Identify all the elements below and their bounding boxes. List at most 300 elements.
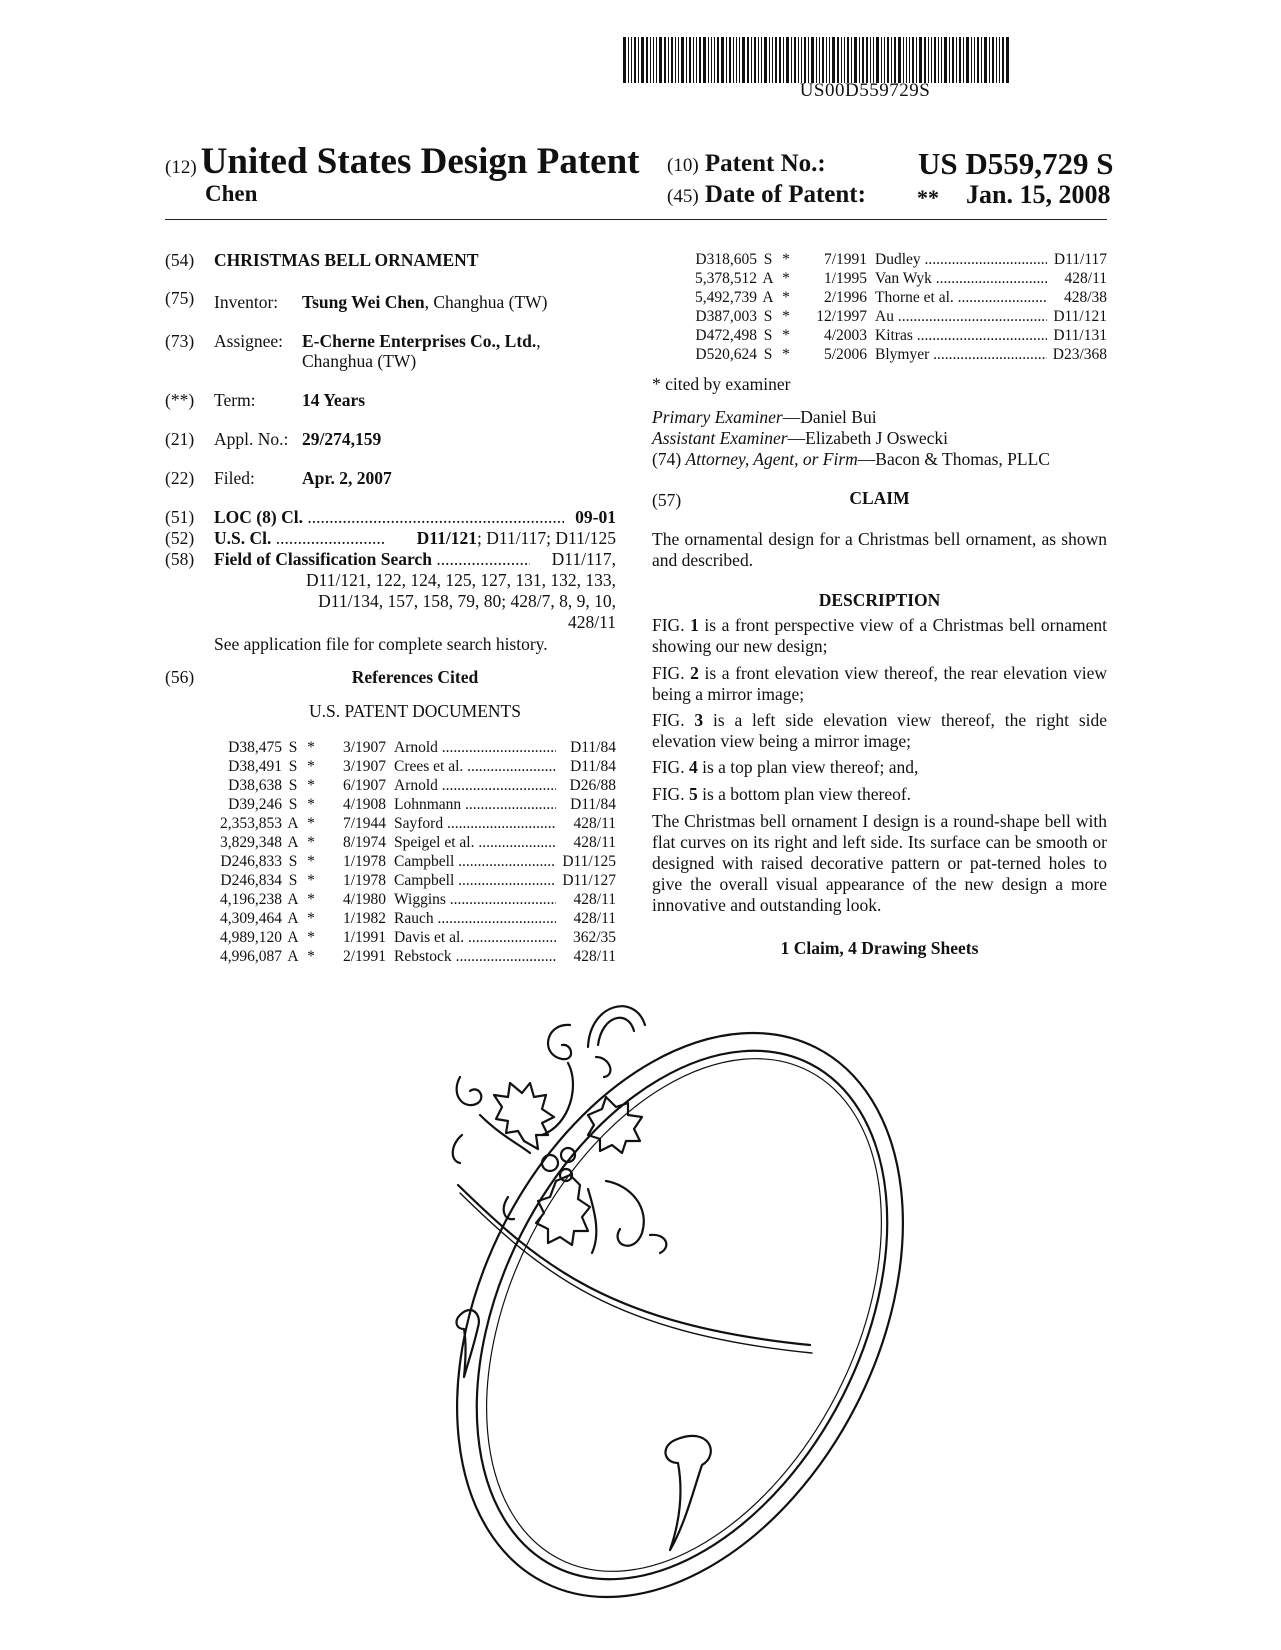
ref-star: * bbox=[307, 910, 315, 927]
bell-bottom-opening bbox=[665, 1436, 710, 1550]
field-search-label bbox=[214, 549, 536, 570]
barcode-bar bbox=[984, 37, 987, 83]
reference-row bbox=[190, 871, 616, 890]
barcode-bar bbox=[844, 37, 845, 83]
barcode-bar bbox=[938, 37, 939, 83]
ref-date: 2/1996 bbox=[823, 289, 867, 306]
field-search-line3: D11/134, 157, 158, 79, 80; 428/7, 8, 9, 10, bbox=[318, 591, 616, 611]
ref-number: D38,491 bbox=[228, 758, 282, 775]
us-class-primary: D11/121 bbox=[416, 528, 477, 548]
ref-kind: S bbox=[288, 872, 298, 889]
barcode-bar bbox=[1006, 37, 1009, 83]
barcode-bar bbox=[977, 37, 979, 83]
barcode-bar bbox=[726, 37, 727, 83]
barcode-bar bbox=[721, 37, 724, 83]
ref-number: D246,833 bbox=[220, 853, 282, 870]
ref-star: * bbox=[307, 834, 315, 851]
attorney-name: —Bacon & Thomas, PLLC bbox=[857, 449, 1050, 469]
barcode-bar bbox=[786, 37, 789, 83]
ref-kind: A bbox=[762, 289, 774, 306]
barcode bbox=[623, 37, 1107, 83]
see-application: See application file for complete search history. bbox=[214, 634, 548, 654]
ref-inventor: Wiggins ..... bbox=[394, 890, 556, 909]
ref-date: 3/1907 bbox=[342, 739, 386, 756]
ref-inventor: Arnold ..... bbox=[394, 738, 556, 757]
barcode-bar bbox=[699, 37, 701, 83]
barcode-bar bbox=[675, 37, 676, 83]
barcode-bar bbox=[736, 37, 737, 83]
ref-star: * bbox=[307, 853, 315, 870]
barcode-bar bbox=[772, 37, 773, 83]
ref-kind: A bbox=[287, 929, 299, 946]
header-divider bbox=[165, 219, 1107, 220]
code-73: (73) bbox=[165, 331, 195, 351]
holly-berry bbox=[542, 1155, 558, 1171]
ref-kind: S bbox=[288, 777, 298, 794]
barcode-bar bbox=[912, 37, 914, 83]
barcode-bar bbox=[934, 37, 936, 83]
barcode-bar bbox=[714, 37, 715, 83]
ref-class: 428/11 bbox=[1064, 270, 1107, 287]
barcode-bar bbox=[708, 37, 709, 83]
assignee bbox=[302, 331, 541, 352]
references-list-left bbox=[190, 738, 616, 966]
cited-by-examiner: * cited by examiner bbox=[652, 374, 791, 394]
barcode-bar bbox=[742, 37, 745, 83]
barcode-bar bbox=[659, 37, 662, 83]
assistant-examiner-name: —Elizabeth J Oswecki bbox=[787, 428, 948, 448]
date-label-row bbox=[667, 181, 866, 209]
ref-inventor: Van Wyk ..... bbox=[875, 269, 1047, 288]
date-of-patent-label: Date of Patent: bbox=[704, 181, 866, 208]
ref-kind: S bbox=[763, 251, 773, 268]
barcode-bar bbox=[751, 37, 752, 83]
fig-desc-2: FIG. 2 is a front elevation view thereof, the rear elevation view being a mirror image; bbox=[652, 663, 1107, 704]
barcode-bar bbox=[966, 37, 969, 83]
assignee-label: Assignee: bbox=[214, 331, 284, 351]
references-list-right bbox=[673, 250, 1107, 364]
barcode-bar bbox=[826, 37, 827, 83]
ref-class: D11/127 bbox=[562, 872, 616, 889]
barcode-bar bbox=[801, 37, 802, 83]
ref-kind: A bbox=[287, 910, 299, 927]
claim-text: The ornamental design for a Christmas bell ornament, as shown and described. bbox=[652, 529, 1107, 570]
primary-examiner-name: —Daniel Bui bbox=[782, 407, 877, 427]
barcode-bar bbox=[668, 37, 669, 83]
assignee-comma: , bbox=[536, 331, 541, 351]
barcode-bar bbox=[819, 37, 820, 83]
ref-kind: A bbox=[287, 948, 299, 965]
barcode-bar bbox=[851, 37, 852, 83]
primary-examiner-label: Primary Examiner bbox=[652, 407, 783, 427]
reference-row bbox=[190, 852, 616, 871]
ref-date: 3/1907 bbox=[342, 758, 386, 775]
barcode-bar bbox=[847, 37, 849, 83]
barcode-bar bbox=[634, 37, 636, 83]
code-21: (21) bbox=[165, 429, 195, 449]
us-class-label bbox=[214, 528, 384, 549]
fig-desc-5: FIG. 5 is a bottom plan view thereof. bbox=[652, 784, 912, 804]
ref-number: D387,003 bbox=[695, 308, 757, 325]
barcode-bar bbox=[808, 37, 809, 83]
reference-row bbox=[190, 757, 616, 776]
barcode-bar bbox=[681, 37, 684, 83]
ref-class: D11/84 bbox=[570, 739, 616, 756]
inventor-surname: Chen bbox=[205, 181, 258, 206]
primary-examiner bbox=[652, 407, 877, 428]
code-74: (74) bbox=[652, 449, 682, 469]
ref-number: 5,492,739 bbox=[695, 289, 757, 306]
ref-kind: A bbox=[287, 891, 299, 908]
barcode-bar bbox=[919, 37, 922, 83]
barcode-bar bbox=[804, 37, 806, 83]
fig-desc-3: FIG. 3 is a left side elevation view thereof, the right side elevation view being a mirror image; bbox=[652, 710, 1108, 751]
ref-class: D11/84 bbox=[570, 796, 616, 813]
ref-number: 4,196,238 bbox=[220, 891, 282, 908]
barcode-bar bbox=[903, 37, 904, 83]
ref-number: 4,989,120 bbox=[220, 929, 282, 946]
ref-class: 428/11 bbox=[573, 910, 616, 927]
ref-number: 4,996,087 bbox=[220, 948, 282, 965]
code-56: (56) bbox=[165, 667, 195, 687]
code-10: (10) bbox=[667, 155, 699, 176]
ref-class: D11/125 bbox=[562, 853, 616, 870]
ref-date: 12/1997 bbox=[816, 308, 867, 325]
patent-number: US D559,729 S bbox=[918, 146, 1114, 181]
ref-star: * bbox=[307, 891, 315, 908]
appl-no-label: Appl. No.: bbox=[214, 429, 289, 449]
barcode-bar bbox=[696, 37, 697, 83]
ref-date: 4/2003 bbox=[823, 327, 867, 344]
barcode-bar bbox=[628, 37, 629, 83]
ref-star: * bbox=[782, 346, 790, 363]
barcode-bar bbox=[711, 37, 712, 83]
ref-date: 7/1991 bbox=[823, 251, 867, 268]
field-search-line1: D11/117, bbox=[530, 549, 616, 570]
attorney bbox=[652, 449, 1050, 470]
ref-star: * bbox=[307, 796, 315, 813]
appl-no: 29/274,159 bbox=[302, 429, 382, 449]
ref-inventor: Arnold ..... bbox=[394, 776, 556, 795]
ref-date: 1/1982 bbox=[342, 910, 386, 927]
barcode-bar bbox=[829, 37, 830, 83]
references-heading: References Cited bbox=[351, 667, 479, 687]
term-label: Term: bbox=[214, 390, 256, 410]
ref-class: D11/131 bbox=[1053, 327, 1107, 344]
barcode-bar bbox=[758, 37, 759, 83]
fig-desc-4: FIG. 4 is a top plan view thereof; and, bbox=[652, 757, 919, 777]
barcode-bar bbox=[944, 37, 947, 83]
ref-kind: A bbox=[762, 270, 774, 287]
ref-number: 3,829,348 bbox=[220, 834, 282, 851]
barcode-bar bbox=[894, 37, 896, 83]
barcode-bar bbox=[959, 37, 961, 83]
barcode-bar bbox=[941, 37, 942, 83]
holly-leaf-top bbox=[494, 1083, 554, 1149]
ref-date: 8/1974 bbox=[342, 834, 386, 851]
reference-row bbox=[190, 814, 616, 833]
barcode-bar bbox=[876, 37, 879, 83]
ref-kind: S bbox=[763, 308, 773, 325]
barcode-bar bbox=[764, 37, 767, 83]
ref-class: 428/11 bbox=[573, 834, 616, 851]
reference-row bbox=[190, 738, 616, 757]
barcode-number: US00D559729S bbox=[799, 80, 931, 101]
patent-header-title bbox=[165, 140, 640, 183]
description-body: The Christmas bell ornament I design is a round-shape bell with flat curves on its right and left side. Its surface can be smooth or designed with raised decorative pattern or pat-terned holes to give the overall visual appearance of the new design a more innovative and outstanding look. bbox=[652, 811, 1107, 915]
barcode-bar bbox=[729, 37, 731, 83]
barcode-bar bbox=[870, 37, 871, 83]
ref-kind: S bbox=[288, 853, 298, 870]
ref-inventor: Crees et al. ..... bbox=[394, 757, 556, 776]
barcode-bar bbox=[693, 37, 694, 83]
claims-sheets: 1 Claim, 4 Drawing Sheets bbox=[780, 938, 979, 958]
reference-row bbox=[673, 288, 1107, 307]
barcode-bar bbox=[949, 37, 950, 83]
ref-date: 1/1991 bbox=[342, 929, 386, 946]
inventor bbox=[302, 292, 548, 313]
ref-class: 428/11 bbox=[573, 948, 616, 965]
barcode-bar bbox=[992, 37, 994, 83]
barcode-bar bbox=[898, 37, 901, 83]
barcode-bar bbox=[791, 37, 792, 83]
field-search-line2: D11/121, 122, 124, 125, 127, 131, 132, 133, bbox=[306, 570, 616, 590]
bell-outer-rim bbox=[420, 985, 960, 1625]
reference-row bbox=[190, 795, 616, 814]
barcode-bar bbox=[887, 37, 889, 83]
ref-inventor: Davis et al. ..... bbox=[394, 928, 556, 947]
barcode-bar bbox=[952, 37, 954, 83]
ref-date: 1/1978 bbox=[342, 853, 386, 870]
barcode-bar bbox=[733, 37, 734, 83]
ref-inventor: Kitras ..... bbox=[875, 326, 1047, 345]
barcode-bar bbox=[686, 37, 687, 83]
code-54: (54) bbox=[165, 250, 195, 270]
inventor-location: , Changhua (TW) bbox=[424, 292, 548, 312]
us-label-text: U.S. Cl. bbox=[214, 528, 272, 548]
invention-title: CHRISTMAS BELL ORNAMENT bbox=[214, 250, 479, 270]
ref-number: 2,353,853 bbox=[220, 815, 282, 832]
ref-number: D38,475 bbox=[228, 739, 282, 756]
barcode-bar bbox=[891, 37, 892, 83]
reference-row bbox=[190, 947, 616, 966]
ref-date: 6/1907 bbox=[342, 777, 386, 794]
attorney-label: Attorney, Agent, or Firm bbox=[685, 449, 858, 469]
ref-star: * bbox=[782, 251, 790, 268]
code-52: (52) bbox=[165, 528, 195, 548]
reference-row bbox=[190, 890, 616, 909]
reference-row bbox=[190, 776, 616, 795]
barcode-bar bbox=[671, 37, 673, 83]
barcode-bar bbox=[989, 37, 990, 83]
barcode-bar bbox=[928, 37, 929, 83]
ref-kind: S bbox=[763, 327, 773, 344]
fig-desc-1: FIG. 1 is a front perspective view of a Christmas bell ornament showing our new design; bbox=[652, 615, 1107, 656]
ref-number: 5,378,512 bbox=[695, 270, 757, 287]
ref-number: D39,246 bbox=[228, 796, 282, 813]
reference-row bbox=[673, 269, 1107, 288]
field-search-line4: 428/11 bbox=[568, 612, 616, 632]
barcode-bar bbox=[924, 37, 926, 83]
us-class-secondary: ; D11/117; D11/125 bbox=[476, 528, 616, 548]
barcode-bar bbox=[689, 37, 691, 83]
patent-number-label bbox=[667, 150, 826, 178]
barcode-bar bbox=[971, 37, 972, 83]
barcode-bar bbox=[881, 37, 882, 83]
ref-date: 1/1978 bbox=[342, 872, 386, 889]
barcode-bar bbox=[999, 37, 1000, 83]
ref-kind: A bbox=[287, 815, 299, 832]
inventor-name: Tsung Wei Chen bbox=[302, 292, 425, 312]
ref-inventor: Au ..... bbox=[875, 307, 1047, 326]
ref-class: D23/368 bbox=[1052, 346, 1107, 363]
barcode-bar bbox=[916, 37, 917, 83]
ref-inventor: Campbell ..... bbox=[394, 871, 556, 890]
barcode-bar bbox=[811, 37, 814, 83]
assignee-name: E-Cherne Enterprises Co., Ltd. bbox=[302, 331, 537, 351]
ref-number: D246,834 bbox=[220, 872, 282, 889]
barcode-bar bbox=[841, 37, 842, 83]
field-label-text: Field of Classification Search bbox=[214, 549, 432, 569]
ref-number: D472,498 bbox=[695, 327, 757, 344]
ref-star: * bbox=[307, 872, 315, 889]
ref-inventor: Blymyer ..... bbox=[875, 345, 1047, 364]
ref-date: 1/1995 bbox=[823, 270, 867, 287]
assignee-location: Changhua (TW) bbox=[302, 351, 417, 371]
holly-leaf-bottom bbox=[536, 1175, 590, 1245]
barcode-bar bbox=[653, 37, 654, 83]
reference-row bbox=[190, 833, 616, 852]
barcode-bar bbox=[678, 37, 679, 83]
ref-number: D318,605 bbox=[695, 251, 757, 268]
patent-date: Jan. 15, 2008 bbox=[966, 180, 1111, 209]
ref-date: 2/1991 bbox=[342, 948, 386, 965]
patent-no-label: Patent No.: bbox=[704, 150, 826, 177]
ref-inventor: Speigel et al. ..... bbox=[394, 833, 556, 852]
barcode-bar bbox=[761, 37, 762, 83]
ref-class: 428/38 bbox=[1063, 289, 1107, 306]
ref-class: D11/84 bbox=[570, 758, 616, 775]
reference-row bbox=[673, 345, 1107, 364]
barcode-bar bbox=[646, 37, 648, 83]
barcode-bar bbox=[623, 37, 626, 83]
barcode-bar bbox=[873, 37, 874, 83]
barcode-bar bbox=[779, 37, 781, 83]
ref-kind: A bbox=[287, 834, 299, 851]
ref-class: 428/11 bbox=[573, 891, 616, 908]
code-75: (75) bbox=[165, 288, 195, 308]
bell-ornament-drawing bbox=[420, 985, 960, 1625]
barcode-bar bbox=[641, 37, 644, 83]
bell-inner-rim bbox=[420, 985, 960, 1625]
reference-row bbox=[673, 326, 1107, 345]
ref-kind: S bbox=[288, 739, 298, 756]
barcode-bar bbox=[775, 37, 777, 83]
code-57: (57) bbox=[652, 490, 682, 510]
ref-star: * bbox=[307, 948, 315, 965]
barcode-bar bbox=[638, 37, 639, 83]
ref-inventor: Rauch ..... bbox=[394, 909, 556, 928]
ref-star: * bbox=[307, 758, 315, 775]
ref-star: * bbox=[307, 739, 315, 756]
us-patent-docs-heading: U.S. PATENT DOCUMENTS bbox=[309, 701, 521, 721]
ref-inventor: Campbell ..... bbox=[394, 852, 556, 871]
barcode-bar bbox=[854, 37, 857, 83]
barcode-bar bbox=[703, 37, 706, 83]
ref-inventor: Lohnmann ..... bbox=[394, 795, 556, 814]
barcode-bar bbox=[906, 37, 907, 83]
ref-star: * bbox=[782, 308, 790, 325]
reference-row bbox=[190, 928, 616, 947]
barcode-bar bbox=[664, 37, 666, 83]
ref-kind: S bbox=[763, 346, 773, 363]
date-stars: ** bbox=[917, 185, 939, 210]
ref-number: 4,309,464 bbox=[220, 910, 282, 927]
ref-kind: S bbox=[288, 796, 298, 813]
hanging-loop bbox=[588, 1006, 645, 1047]
code-term: (**) bbox=[165, 390, 195, 410]
barcode-bar bbox=[974, 37, 975, 83]
ref-inventor: Thorne et al. ..... bbox=[875, 288, 1047, 307]
ref-class: D11/117 bbox=[1053, 251, 1107, 268]
barcode-bar bbox=[884, 37, 885, 83]
barcode-bar bbox=[650, 37, 651, 83]
barcode-bar bbox=[631, 37, 632, 83]
barcode-bar bbox=[996, 37, 997, 83]
reference-row bbox=[190, 909, 616, 928]
barcode-bar bbox=[794, 37, 796, 83]
ref-date: 5/2006 bbox=[823, 346, 867, 363]
barcode-bar bbox=[783, 37, 784, 83]
barcode-bar bbox=[837, 37, 839, 83]
loc-class-label bbox=[214, 507, 564, 528]
ref-class: 362/35 bbox=[572, 929, 616, 946]
barcode-bar bbox=[931, 37, 932, 83]
ref-number: D38,638 bbox=[228, 777, 282, 794]
barcode-bar bbox=[956, 37, 957, 83]
ref-inventor: Dudley ..... bbox=[875, 250, 1047, 269]
ref-kind: S bbox=[288, 758, 298, 775]
reference-row bbox=[673, 250, 1107, 269]
ref-star: * bbox=[307, 929, 315, 946]
barcode-bar bbox=[816, 37, 817, 83]
barcode-bar bbox=[1002, 37, 1004, 83]
loc-class-value: 09-01 bbox=[566, 507, 616, 528]
code-22: (22) bbox=[165, 468, 195, 488]
code-45: (45) bbox=[667, 186, 699, 207]
barcode-bar bbox=[754, 37, 756, 83]
ref-star: * bbox=[782, 289, 790, 306]
us-class-values bbox=[397, 528, 616, 549]
loc-label-text: LOC (8) Cl. bbox=[214, 507, 303, 527]
barcode-bar bbox=[747, 37, 749, 83]
assistant-examiner-label: Assistant Examiner bbox=[652, 428, 788, 448]
barcode-bar bbox=[859, 37, 860, 83]
ref-number: D520,624 bbox=[695, 346, 757, 363]
barcode-bar bbox=[862, 37, 864, 83]
barcode-bar bbox=[822, 37, 824, 83]
ref-star: * bbox=[782, 327, 790, 344]
ref-star: * bbox=[307, 777, 315, 794]
barcode-bar bbox=[739, 37, 740, 83]
barcode-bar bbox=[909, 37, 910, 83]
filed-date: Apr. 2, 2007 bbox=[302, 468, 392, 488]
claim-heading: CLAIM bbox=[849, 488, 910, 508]
barcode-bar bbox=[981, 37, 982, 83]
barcode-bar bbox=[798, 37, 799, 83]
barcode-bar bbox=[866, 37, 868, 83]
bell-slit bbox=[458, 1185, 810, 1345]
